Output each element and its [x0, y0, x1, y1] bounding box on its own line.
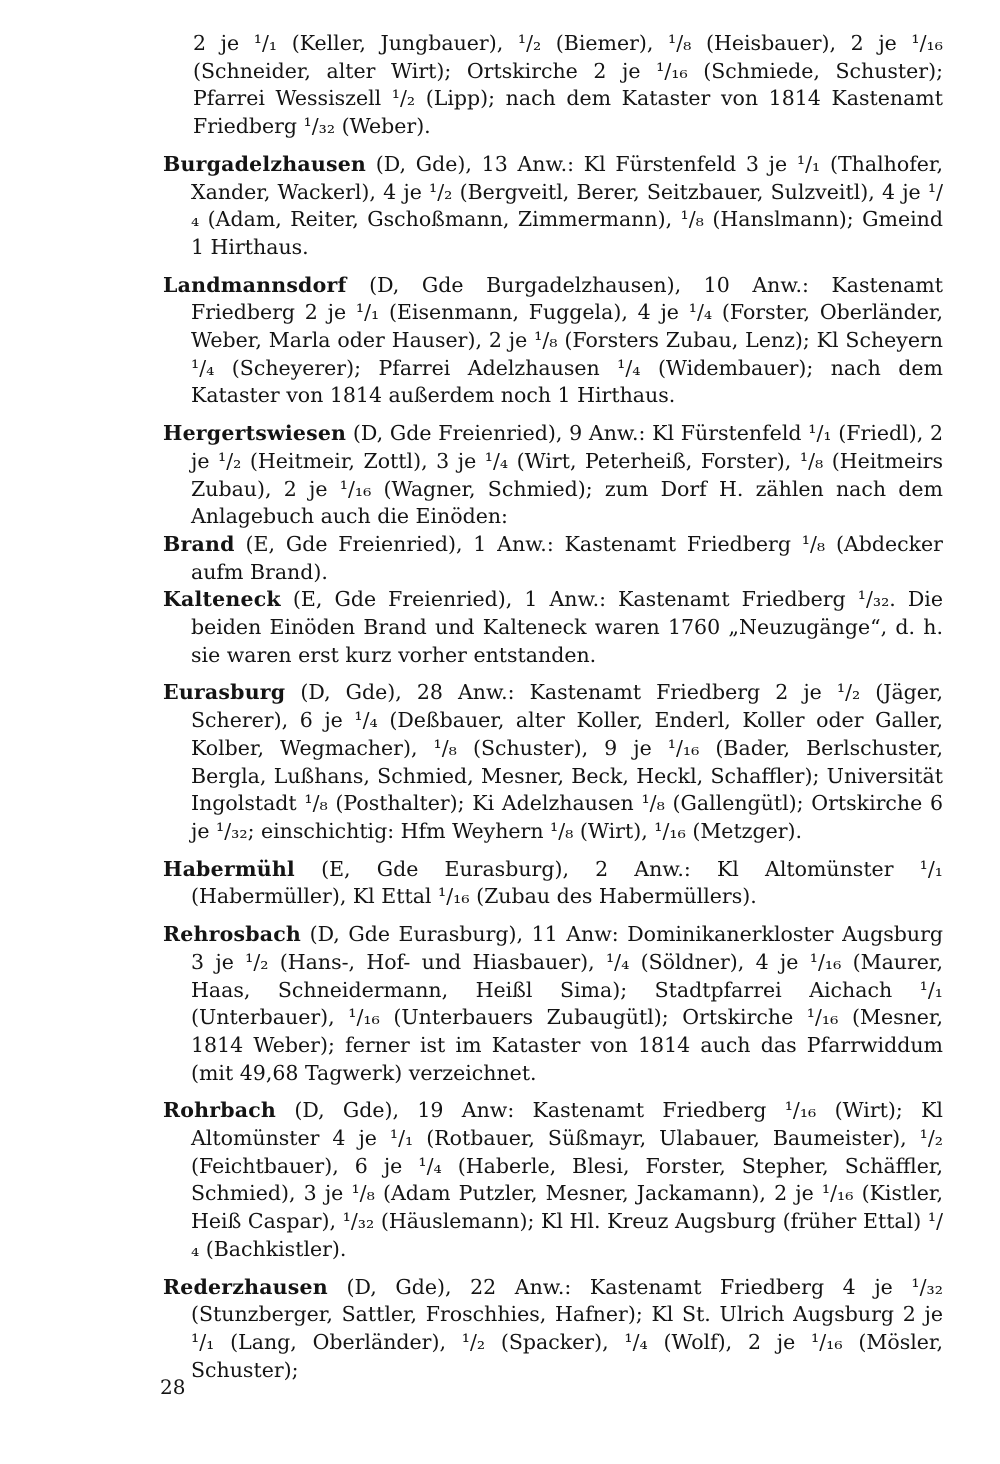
entry-text: (E, Gde Freienried), 1 Anw.: Kastenamt Friedberg ¹/₃₂. Die beiden Einöden Brand und Kalteneck waren 1760 „Neuzugänge“, d. h. sie waren erst kurz vorher entstanden.	[191, 587, 943, 667]
entry-hergertswiesen	[163, 420, 943, 531]
entry-kalteneck	[163, 586, 943, 669]
entry-rohrbach	[163, 1097, 943, 1263]
entry-text: (D, Gde Burgadelzhausen), 10 Anw.: Kastenamt Friedberg 2 je ¹/₁ (Eisenmann, Fuggela), 4 je ¹/₄ (Forster, Oberländer, Weber, Marla oder Hauser), 2 je ¹/₈ (Forsters Zubau, Lenz); Kl Scheyern ¹/₄ (Scheyerer); Pfarrei Adelzhausen ¹/₄ (Widembauer); nach dem Kataster von 1814 außerdem noch 1 Hirthaus.	[191, 272, 943, 408]
entry-text: (E, Gde Freienried), 1 Anw.: Kastenamt Friedberg ¹/₈ (Abdecker aufm Brand).	[191, 531, 943, 584]
entry-text: (D, Gde), 13 Anw.: Kl Fürstenfeld 3 je ¹/₁ (Thalhofer, Xander, Wackerl), 4 je ¹/₂ (Bergveitl, Berer, Seitzbauer, Sulzveitl), 4 je ¹/₄ (Adam, Reiter, Gschoßmann, Zimmermann), ¹/₈ (Hanslmann); Gmeind 1 Hirthaus.	[191, 151, 943, 259]
entry-rehrosbach	[163, 921, 943, 1087]
entry-text: (E, Gde Eurasburg), 2 Anw.: Kl Altomünster ¹/₁ (Habermüller), Kl Ettal ¹/₁₆ (Zubau des Habermüllers).	[191, 856, 943, 909]
page-number: 28	[160, 1375, 186, 1399]
place-name: Hergertswiesen	[163, 421, 347, 446]
place-name: Burgadelzhausen	[163, 151, 367, 176]
text-column	[163, 30, 943, 1394]
place-name: Habermühl	[163, 856, 295, 881]
place-name: Kalteneck	[163, 587, 281, 612]
entry-text: (D, Gde), 19 Anw: Kastenamt Friedberg ¹/₁₆ (Wirt); Kl Altomünster 4 je ¹/₁ (Rotbauer, Süßmayr, Ulabauer, Baumeister), ¹/₂ (Feichtbauer), 6 je ¹/₄ (Haberle, Blesi, Forster, Stepher, Schäffler, Schmied), 3 je ¹/₈ (Adam Putzler, Mesner, Jackamann), 2 je ¹/₁₆ (Kistler, Heiß Caspar), ¹/₃₂ (Häuslemann); Kl Hl. Kreuz Augsburg (früher Ettal) ¹/₄ (Bachkistler).	[191, 1098, 943, 1261]
entry-text: (D, Gde Eurasburg), 11 Anw: Dominikanerkloster Augsburg 3 je ¹/₂ (Hans-, Hof- und Hiasbauer), ¹/₄ (Söldner), 4 je ¹/₁₆ (Maurer, Haas, Schneidermann, Heißl Sima); Stadtpfarrei Aichach ¹/₁ (Unterbauer), ¹/₁₆ (Unterbauers Zubaugütl); Ortskirche ¹/₁₆ (Mesner, 1814 Weber); ferner ist im Kataster von 1814 auch das Pfarrwiddum (mit 49,68 Tagwerk) verzeichnet.	[191, 922, 943, 1085]
entry-text: (D, Gde), 28 Anw.: Kastenamt Friedberg 2 je ¹/₂ (Jäger, Scherer), 6 je ¹/₄ (Deßbauer, alter Koller, Enderl, Koller oder Galler, Kolber, Wegmacher), ¹/₈ (Schuster), 9 je ¹/₁₆ (Bader, Berlschuster, Bergla, Lußhans, Schmied, Mesner, Beck, Heckl, Schaffler); Universität Ingolstadt ¹/₈ (Posthalter); Ki Adelzhausen ¹/₈ (Gallengütl); Ortskirche 6 je ¹/₃₂; einschichtig: Hfm Weyhern ¹/₈ (Wirt), ¹/₁₆ (Metzger).	[191, 680, 943, 843]
place-name: Eurasburg	[163, 680, 286, 705]
entry-landmannsdorf	[163, 272, 943, 411]
entry-burgadelzhausen	[163, 151, 943, 262]
entry-text: 2 je ¹/₁ (Keller, Jungbauer), ¹/₂ (Biemer), ¹/₈ (Heisbauer), 2 je ¹/₁₆ (Schneider, alter Wirt); Ortskirche 2 je ¹/₁₆ (Schmiede, Schuster); Pfarrei Wessiszell ¹/₂ (Lipp); nach dem Kataster von 1814 Kastenamt Friedberg ¹/₃₂ (Weber).	[193, 31, 943, 139]
place-name: Rederzhausen	[163, 1274, 328, 1299]
place-name: Landmannsdorf	[163, 272, 347, 297]
place-name: Brand	[163, 531, 235, 556]
entry-brand	[163, 531, 943, 586]
entry-continuation	[163, 30, 943, 141]
entry-text: (D, Gde Freienried), 9 Anw.: Kl Fürstenfeld ¹/₁ (Friedl), 2 je ¹/₂ (Heitmeir, Zottl), 3 je ¹/₄ (Wirt, Peterheiß, Forster), ¹/₈ (Heitmeirs Zubau), 2 je ¹/₁₆ (Wagner, Schmied); zum Dorf H. zählen nach dem Anlagebuch auch die Einöden:	[191, 421, 943, 529]
entry-rederzhausen	[163, 1274, 943, 1385]
entry-eurasburg	[163, 679, 943, 845]
entry-text: (D, Gde), 22 Anw.: Kastenamt Friedberg 4 je ¹/₃₂ (Stunzberger, Sattler, Froschhies, Hafner); Kl St. Ulrich Augsburg 2 je ¹/₁ (Lang, Oberländer), ¹/₂ (Spacker), ¹/₄ (Wolf), 2 je ¹/₁₆ (Mösler, Schuster);	[191, 1274, 943, 1382]
place-name: Rehrosbach	[163, 922, 302, 947]
entry-habermuehl	[163, 856, 943, 911]
place-name: Rohrbach	[163, 1098, 277, 1123]
